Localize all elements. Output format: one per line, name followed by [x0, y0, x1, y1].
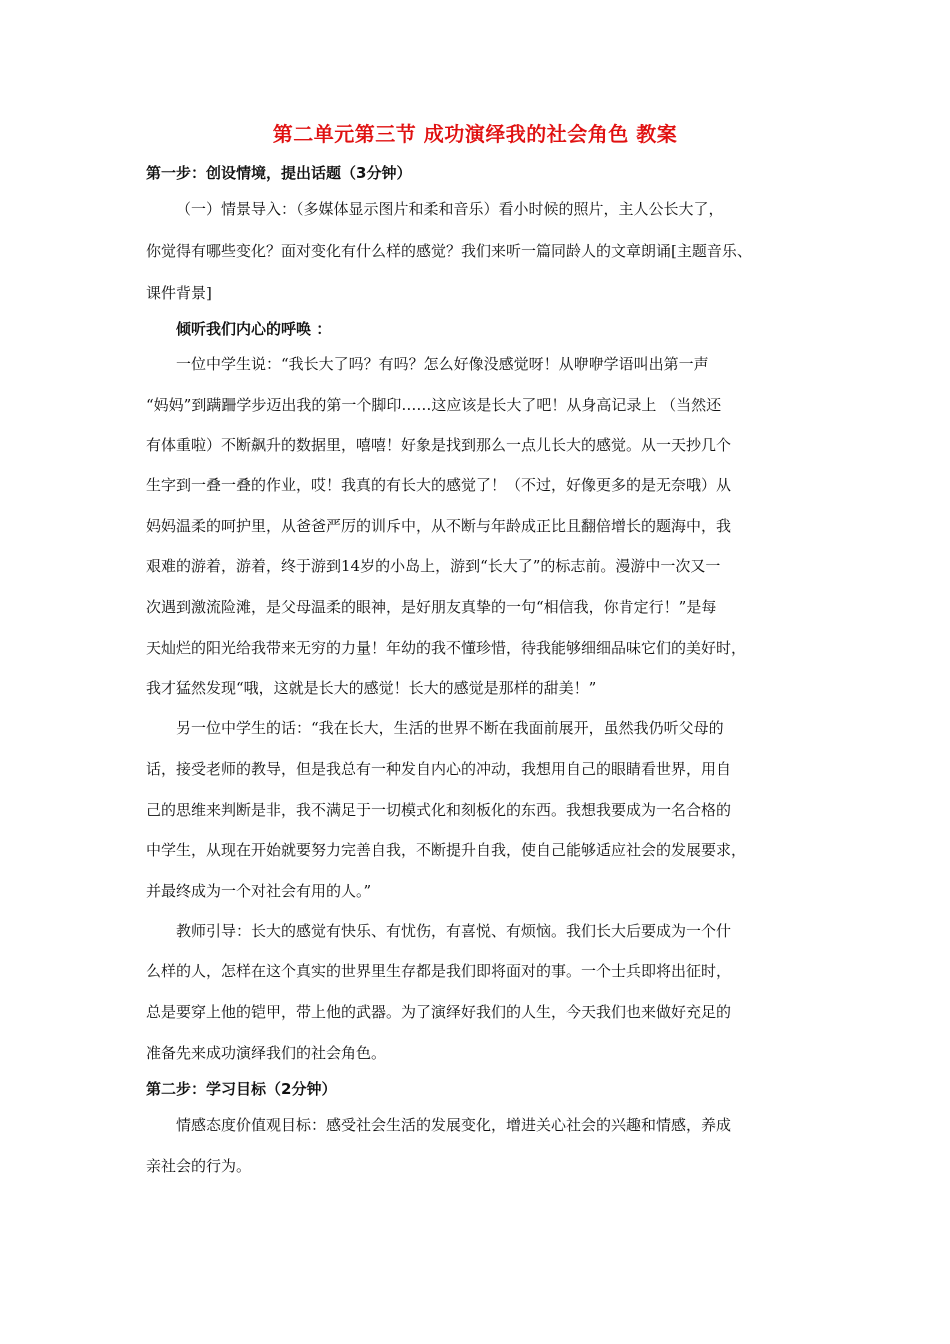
- subheading: 倾听我们内心的呼唤 ：: [176, 320, 332, 338]
- student1-line: 一位中学生说：“我长大了吗？有吗？怎么好像没感觉呀！从咿咿学语叫出第一声: [176, 355, 709, 373]
- intro-line: 你觉得有哪些变化？面对变化有什么样的感觉？我们来听一篇同龄人的文章朗诵[主题音乐、: [146, 242, 752, 260]
- student2-line: 话，接受老师的教导，但是我总有一种发自内心的冲动，我想用自己的眼睛看世界，用自: [146, 760, 732, 778]
- student1-line: 生字到一叠一叠的作业，哎！我真的有长大的感觉了！（不过，好像更多的是无奈哦）从: [146, 476, 732, 494]
- student1-line: 艰难的游着，游着，终于游到14岁的小岛上，游到“长大了”的标志前。漫游中一次又一: [146, 557, 721, 575]
- intro-line: 课件背景]: [146, 284, 212, 302]
- student2-line: 另一位中学生的话：“我在长大，生活的世界不断在我面前展开，虽然我仍听父母的: [176, 719, 724, 737]
- student1-line: “妈妈”到蹒跚学步迈出我的第一个脚印……这应该是长大了吧！从身高记录上 （当然还: [146, 396, 722, 414]
- step1-heading: 第一步：创设情境，提出话题（3分钟）: [146, 164, 412, 182]
- goal-line: 情感态度价值观目标：感受社会生活的发展变化，增进关心社会的兴趣和情感，养成: [176, 1116, 732, 1134]
- goal-line: 亲社会的行为。: [146, 1157, 252, 1175]
- student1-line: 有体重啦）不断飙升的数据里，嘻嘻！好象是找到那么一点儿长大的感觉。从一天抄几个: [146, 436, 732, 454]
- teacher-line: 么样的人，怎样在这个真实的世界里生存都是我们即将面对的事。一个士兵即将出征时，: [146, 962, 732, 980]
- student1-line: 次遇到激流险滩，是父母温柔的眼神，是好朋友真挚的一句“相信我，你肯定行！”是每: [146, 598, 717, 616]
- student2-line: 并最终成为一个对社会有用的人。”: [146, 882, 372, 900]
- step2-heading: 第二步：学习目标（2分钟）: [146, 1080, 337, 1098]
- student1-line: 妈妈温柔的呵护里，从爸爸严厉的训斥中，从不断与年龄成正比且翻倍增长的题海中，我: [146, 517, 732, 535]
- student2-line: 中学生，从现在开始就要努力完善自我，不断提升自我，使自己能够适应社会的发展要求，: [146, 841, 747, 859]
- student1-line: 我才猛然发现“哦，这就是长大的感觉！长大的感觉是那样的甜美！”: [146, 679, 597, 697]
- teacher-line: 总是要穿上他的铠甲，带上他的武器。为了演绎好我们的人生，今天我们也来做好充足的: [146, 1003, 732, 1021]
- teacher-line: 准备先来成功演绎我们的社会角色。: [146, 1044, 387, 1062]
- student1-line: 天灿烂的阳光给我带来无穷的力量！年幼的我不懂珍惜，待我能够细细品味它们的美好时，: [146, 639, 747, 657]
- teacher-line: 教师引导：长大的感觉有快乐、有忧伤，有喜悦、有烦恼。我们长大后要成为一个什: [176, 922, 732, 940]
- document-title: 第二单元第三节 成功演绎我的社会角色 教案: [272, 122, 678, 146]
- student2-line: 己的思维来判断是非，我不满足于一切模式化和刻板化的东西。我想我要成为一名合格的: [146, 801, 732, 819]
- intro-line: （一）情景导入：（多媒体显示图片和柔和音乐）看小时候的照片，主人公长大了，: [176, 200, 724, 218]
